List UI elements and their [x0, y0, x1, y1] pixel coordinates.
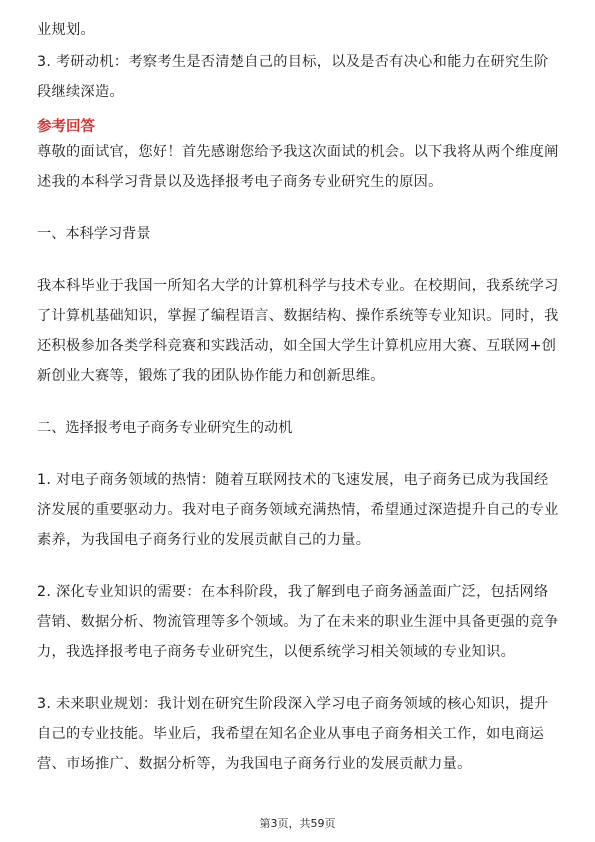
point-2-deepen-knowledge: 2. 深化专业知识的需要：在本科阶段，我了解到电子商务涵盖面广泛，包括网络营销、数据分析、物流管理等多个领域。为了在未来的职业生涯中具备更强的竞争力，我选择报考电子商务专业研究生，以便系统学习相关领域的专业知识。 [37, 584, 559, 660]
reference-answer-label: 参考回答 [37, 119, 95, 135]
point-3-career-plan: 3. 未来职业规划：我计划在研究生阶段深入学习电子商务领域的核心知识，提升自己的专业技能。毕业后，我希望在知名企业从事电子商务相关工作，如电商运营、市场推广、数据分析等，为我国电子商务行业的发展贡献力量。 [37, 696, 549, 772]
document-body [37, 0, 560, 779]
point-1-passion: 1. 对电子商务领域的热情：随着互联网技术的飞速发展，电子商务已成为我国经济发展的重要驱动力。我对电子商务领域充满热情，希望通过深造提升自己的专业素养，为我国电子商务行业的发展贡献自己的力量。 [37, 472, 559, 548]
intro-tail: 业规划。 [37, 22, 95, 38]
section-2-title: 二、选择报考电子商务专业研究生的动机 [37, 420, 293, 436]
section-1-title: 一、本科学习背景 [37, 226, 151, 242]
opening-paragraph: 尊敬的面试官，您好！首先感谢您给予我这次面试的机会。以下我将从两个维度阐述我的本科学习背景以及选择报考电子商务专业研究生的原因。 [37, 144, 559, 190]
item-3-motivation: 3. 考研动机：考察考生是否清楚自己的目标，以及是否有决心和能力在研究生阶段继续深造。 [37, 54, 549, 100]
section-1-body: 我本科毕业于我国一所知名大学的计算机科学与技术专业。在校期间，我系统学习了计算机基础知识，掌握了编程语言、数据结构、操作系统等专业知识。同时，我还积极参加各类学科竞赛和实践活动，如全国大学生计算机应用大赛、互联网+创新创业大赛等，锻炼了我的团队协作能力和创新思维。 [37, 278, 559, 384]
page-indicator: 第3页，共59页 [259, 817, 336, 830]
